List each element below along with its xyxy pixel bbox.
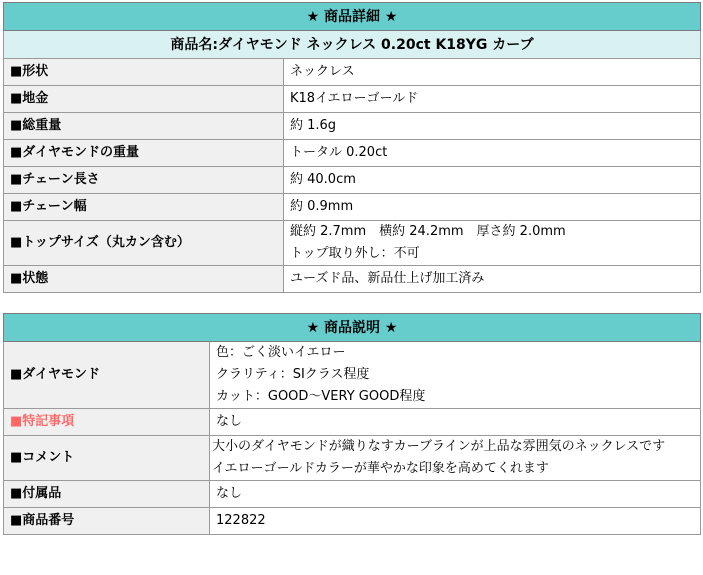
comment-line-1: 大小のダイヤモンドが織りなすカーブラインが上品な雰囲気のネックレスです — [212, 439, 666, 454]
diamond-cut: カット：GOOD～VERY GOOD程度 — [216, 389, 426, 404]
top-size-value — [284, 221, 701, 266]
product-number-label: ■商品番号 — [4, 508, 210, 535]
total-weight-label: ■総重量 — [4, 113, 284, 140]
diamond-label: ■ダイヤモンド — [4, 342, 210, 409]
table-row — [4, 266, 701, 293]
product-details-table — [3, 2, 701, 293]
diamond-weight-value: トータル 0.20ct — [284, 140, 701, 167]
table-row — [4, 194, 701, 221]
accessories-label: ■付属品 — [4, 481, 210, 508]
diamond-value — [210, 342, 701, 409]
diamond-weight-label: ■ダイヤモンドの重量 — [4, 140, 284, 167]
table-row — [4, 59, 701, 86]
table-row — [4, 86, 701, 113]
top-removable: トップ取り外し：不可 — [290, 246, 420, 261]
top-size-label: ■トップサイズ（丸カン含む） — [4, 221, 284, 266]
shape-label: ■形状 — [4, 59, 284, 86]
top-size-dimensions: 縦約 2.7mm 横約 24.2mm 厚さ約 2.0mm — [290, 224, 566, 239]
table-row — [4, 508, 701, 535]
total-weight-value: 約 1.6g — [284, 113, 701, 140]
product-number-value: 122822 — [210, 508, 701, 535]
diamond-color: 色：ごく淡いイエロー — [216, 345, 346, 360]
table-row — [4, 113, 701, 140]
table-row — [4, 409, 701, 436]
table-row — [4, 221, 701, 266]
chain-length-label: ■チェーン長さ — [4, 167, 284, 194]
chain-length-value: 約 40.0cm — [284, 167, 701, 194]
table-row — [4, 481, 701, 508]
shape-value: ネックレス — [284, 59, 701, 86]
table-row — [4, 342, 701, 409]
metal-label: ■地金 — [4, 86, 284, 113]
chain-width-label: ■チェーン幅 — [4, 194, 284, 221]
comment-label: ■コメント — [4, 436, 210, 481]
details-header: ★ 商品詳細 ★ — [4, 3, 701, 31]
special-notes-label: ■特記事項 — [4, 409, 210, 436]
product-title: 商品名:ダイヤモンド ネックレス 0.20ct K18YG カーブ — [4, 31, 701, 59]
chain-width-value: 約 0.9mm — [284, 194, 701, 221]
comment-value — [210, 436, 701, 481]
table-row — [4, 436, 701, 481]
condition-value: ユーズド品、新品仕上げ加工済み — [284, 266, 701, 293]
special-notes-value: なし — [210, 409, 701, 436]
condition-label: ■状態 — [4, 266, 284, 293]
metal-value: K18イエローゴールド — [284, 86, 701, 113]
table-row — [4, 167, 701, 194]
comment-line-2: イエローゴールドカラーが華やかな印象を高めてくれます — [212, 461, 549, 476]
product-description-table — [3, 313, 701, 535]
table-row — [4, 140, 701, 167]
diamond-clarity: クラリティ：SIクラス程度 — [216, 367, 370, 382]
accessories-value: なし — [210, 481, 701, 508]
description-header: ★ 商品説明 ★ — [4, 314, 701, 342]
